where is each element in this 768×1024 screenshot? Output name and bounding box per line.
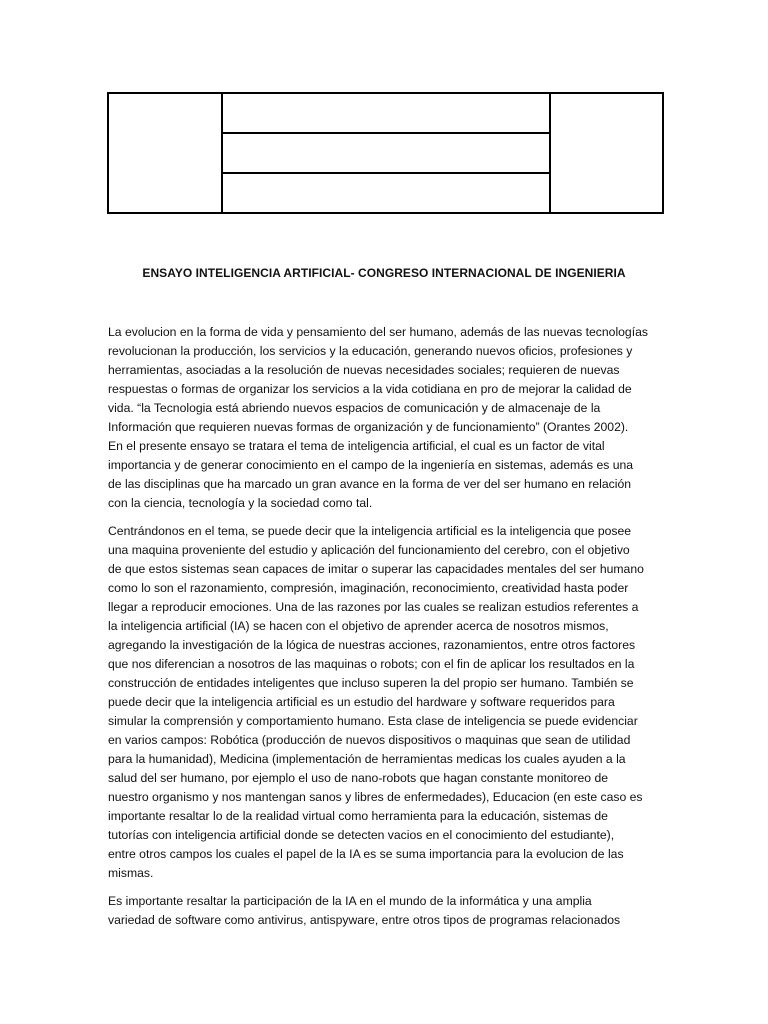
text-line: herramientas, asociadas a la resolución de nuevas necesidades sociales; requieren de nuevas — [108, 363, 620, 377]
text-line: construcción de entidades inteligentes que incluso superen la del propio ser humano. También se — [108, 676, 634, 690]
text-line: de que estos sistemas sean capaces de imitar o superar las capacidades mentales del ser humano — [108, 562, 644, 576]
header-table — [107, 92, 664, 214]
text-line: salud del ser humano, por ejemplo el uso de nano-robots que hagan constante monitoreo de — [108, 771, 609, 785]
text-line: en varios campos: Robótica (producción de nuevos dispositivos o maquinas que sean de utilidad — [108, 733, 631, 747]
text-line: importancia y de generar conocimiento en el campo de la ingeniería en sistemas, además es una — [108, 458, 634, 472]
text-line: simular la comprensión y comportamiento humano. Esta clase de inteligencia se puede evidenciar — [108, 714, 638, 728]
text-line: para la humanidad), Medicina (implementación de herramientas medicas los cuales ayuden a la — [108, 752, 626, 766]
text-line: que nos diferencian a nosotros de las maquinas o robots; con el fin de aplicar los resultados en la — [108, 657, 635, 671]
document-body — [108, 323, 664, 939]
text-line: vida. “la Tecnologia está abriendo nuevos espacios de comunicación y de almacenaje de la — [108, 401, 601, 415]
text-line: una maquina proveniente del estudio y aplicación del funcionamiento del cerebro, con el objetivo — [108, 543, 630, 557]
header-cell — [222, 173, 550, 213]
text-line: mismas. — [108, 866, 154, 880]
text-line: de las disciplinas que ha marcado un gran avance en la forma de ver del ser humano en relación — [108, 477, 632, 491]
text-line: como lo son el razonamiento, compresión, imaginación, reconocimiento, creatividad hasta poder — [108, 581, 629, 595]
document-title: ENSAYO INTELIGENCIA ARTIFICIAL- CONGRESO INTERNACIONAL DE INGENIERIA — [142, 266, 626, 280]
text-line: variedad de software como antivirus, antispyware, entre otros tipos de programas relacionados — [108, 913, 621, 927]
text-line: Información que requieren nuevas formas de organización y de funcionamiento” (Orantes 2002). — [108, 420, 629, 434]
text-line: revolucionan la producción, los servicios y la educación, generando nuevos oficios, profesiones y — [108, 344, 633, 358]
text-line: Es importante resaltar la participación de la IA en el mundo de la informática y una amplia — [108, 894, 592, 908]
header-right-cell — [550, 93, 663, 213]
text-line: tutorías con inteligencia artificial donde se detecten vacios en el conocimiento del estudiante), — [108, 828, 615, 842]
text-line: importante resaltar lo de la realidad virtual como herramienta para la educación, sistemas de — [108, 809, 608, 823]
text-line: la inteligencia artificial (IA) se hacen con el objetivo de aprender acerca de nosotros mismos, — [108, 619, 609, 633]
header-cell — [222, 133, 550, 173]
paragraph — [108, 323, 664, 513]
text-line: La evolucion en la forma de vida y pensamiento del ser humano, además de las nuevas tecnologías — [108, 325, 648, 339]
text-line: respuestas o formas de organizar los servicios a la vida cotidiana en pro de mejorar la calidad de — [108, 382, 632, 396]
text-line: llegar a reproducir emociones. Una de las razones por las cuales se realizan estudios referentes a — [108, 600, 639, 614]
header-row — [108, 93, 663, 133]
text-line: Centrándonos en el tema, se puede decir que la inteligencia artificial es la inteligencia que posee — [108, 524, 632, 538]
paragraph — [108, 892, 664, 930]
header-logo-cell — [108, 93, 222, 213]
text-line: nuestro organismo y nos mantengan sanos y libres de enfermedades), Educacion (en este caso es — [108, 790, 643, 804]
text-line: entre otros campos los cuales el papel de la IA es se suma importancia para la evolucion de las — [108, 847, 624, 861]
text-line: puede decir que la inteligencia artificial es un estudio del hardware y software requeridos para — [108, 695, 615, 709]
text-line: con la ciencia, tecnología y la sociedad como tal. — [108, 496, 373, 510]
header-cell — [222, 93, 550, 133]
paragraph — [108, 522, 664, 883]
text-line: agregando la investigación de la lógica de nuestras acciones, razonamientos, entre otros factores — [108, 638, 636, 652]
text-line: En el presente ensayo se tratara el tema de inteligencia artificial, el cual es un factor de vital — [108, 439, 605, 453]
